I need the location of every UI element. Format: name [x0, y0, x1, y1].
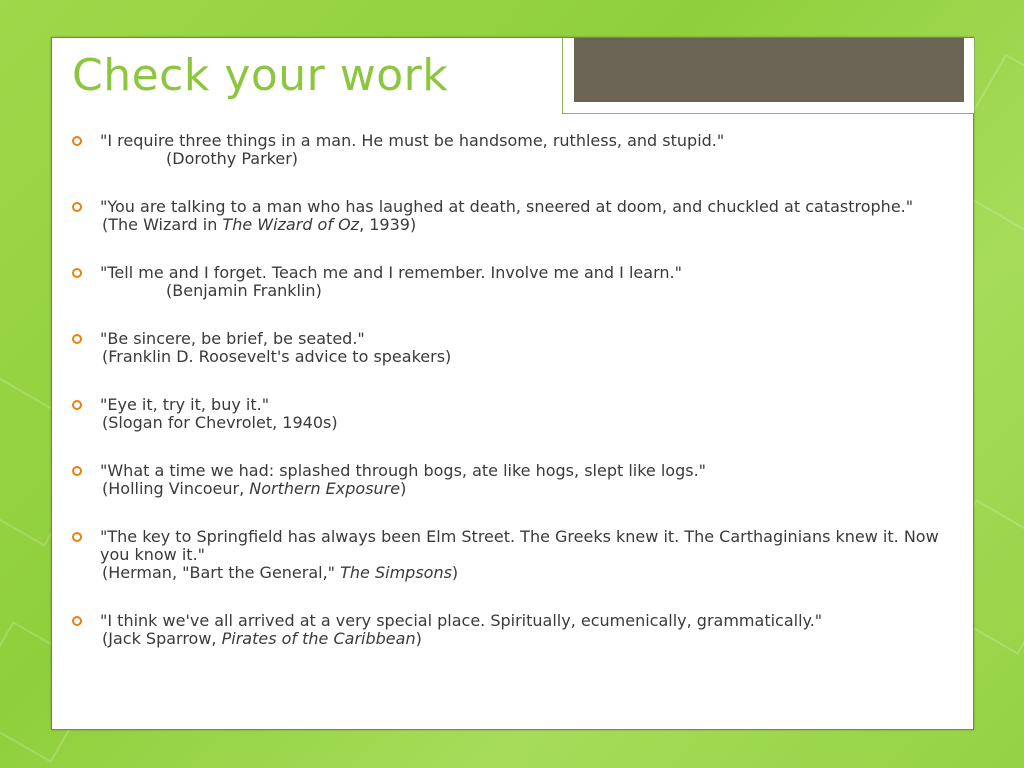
bullet-icon	[72, 334, 82, 344]
quote-text: "I require three things in a man. He must be handsome, ruthless, and stupid."	[100, 131, 725, 150]
bullet-icon	[72, 202, 82, 212]
attribution: (Slogan for Chevrolet, 1940s)	[102, 413, 338, 432]
attribution: (Holling Vincoeur, Northern Exposure)	[102, 479, 407, 498]
attribution: (The Wizard in The Wizard of Oz, 1939)	[102, 215, 417, 234]
attribution: (Jack Sparrow, Pirates of the Caribbean)	[102, 629, 422, 648]
quote-text: "Be sincere, be brief, be seated."	[100, 329, 365, 348]
header-block	[574, 38, 964, 102]
attribution: (Herman, "Bart the General," The Simpsons)	[102, 563, 459, 582]
list-item	[72, 198, 962, 234]
quote-text: "Eye it, try it, buy it."	[100, 395, 270, 414]
slide	[51, 37, 974, 730]
attribution: (Franklin D. Roosevelt's advice to speakers)	[102, 347, 452, 366]
list-item	[72, 132, 962, 168]
attribution: (Benjamin Franklin)	[166, 281, 322, 300]
bullet-icon	[72, 466, 82, 476]
quote-text: "I think we've all arrived at a very special place. Spiritually, ecumenically, grammatically."	[100, 611, 823, 630]
bullet-icon	[72, 616, 82, 626]
bullet-icon	[72, 532, 82, 542]
quote-text: "Tell me and I forget. Teach me and I remember. Involve me and I learn."	[100, 263, 682, 282]
list-item	[72, 330, 962, 366]
quote-text: "You are talking to a man who has laughed at death, sneered at doom, and chuckled at catastrophe."	[100, 197, 914, 216]
list-item	[72, 264, 962, 300]
quote-list	[72, 132, 962, 678]
list-item	[72, 528, 962, 582]
title-tab	[562, 38, 975, 114]
slide-title: Check your work	[72, 50, 449, 101]
list-item	[72, 462, 962, 498]
quote-text: "What a time we had: splashed through bogs, ate like hogs, slept like logs."	[100, 461, 707, 480]
quote-text: "The key to Springfield has always been Elm Street. The Greeks knew it. The Carthaginians knew it. Now you know it."	[100, 527, 939, 564]
list-item	[72, 396, 962, 432]
bullet-icon	[72, 268, 82, 278]
list-item	[72, 612, 962, 648]
bullet-icon	[72, 136, 82, 146]
attribution: (Dorothy Parker)	[166, 149, 299, 168]
bullet-icon	[72, 400, 82, 410]
